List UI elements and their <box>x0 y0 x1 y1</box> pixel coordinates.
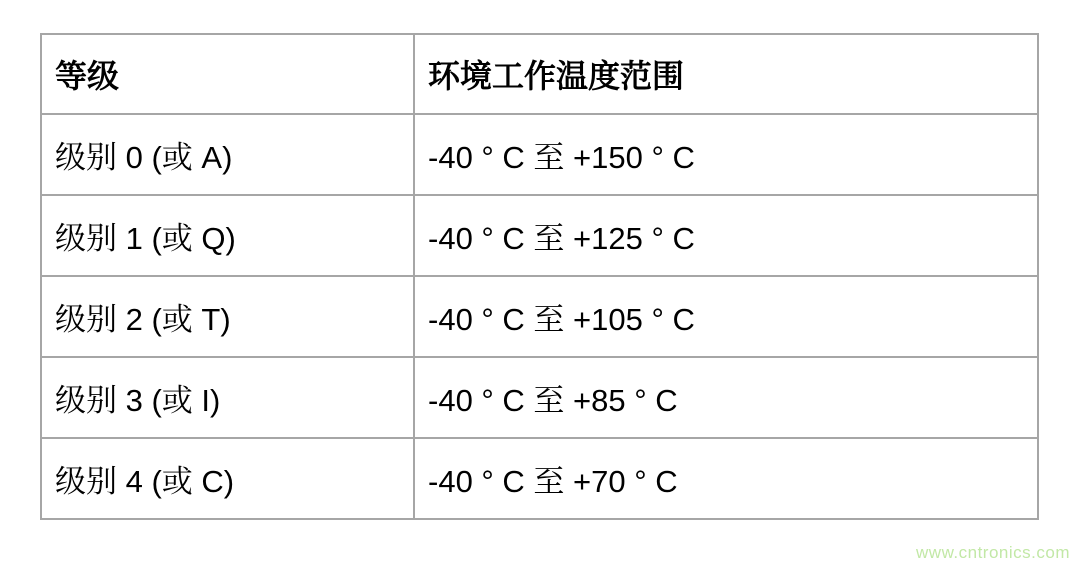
table-row <box>41 276 1038 357</box>
watermark: www.cntronics.com <box>916 543 1070 562</box>
grade-cell: 级别 3 (或 I) <box>41 357 414 438</box>
grade-cell: 级别 4 (或 C) <box>41 438 414 519</box>
column-header-temp-range: 环境工作温度范围 <box>414 34 1038 114</box>
table-row <box>41 195 1038 276</box>
temperature-grade-table-container <box>40 33 1039 520</box>
temp-range-cell: -40 ° C 至 +70 ° C <box>414 438 1038 519</box>
table-row <box>41 114 1038 195</box>
table-row <box>41 438 1038 519</box>
temp-range-cell: -40 ° C 至 +150 ° C <box>414 114 1038 195</box>
table-row <box>41 357 1038 438</box>
temp-range-cell: -40 ° C 至 +105 ° C <box>414 276 1038 357</box>
grade-cell: 级别 1 (或 Q) <box>41 195 414 276</box>
column-header-grade: 等级 <box>41 34 414 114</box>
grade-cell: 级别 2 (或 T) <box>41 276 414 357</box>
header-row <box>41 34 1038 114</box>
grade-cell: 级别 0 (或 A) <box>41 114 414 195</box>
temp-range-cell: -40 ° C 至 +85 ° C <box>414 357 1038 438</box>
temperature-grade-table <box>40 33 1039 520</box>
temp-range-cell: -40 ° C 至 +125 ° C <box>414 195 1038 276</box>
